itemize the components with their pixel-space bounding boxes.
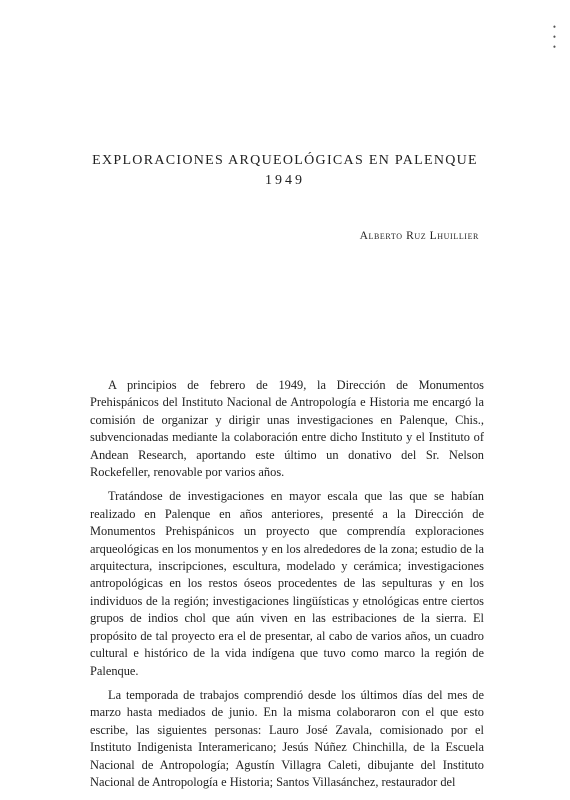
paragraph: Tratándose de investigaciones en mayor escala que las que se habían realizado en Palenque en años anteriores, presenté a la Dirección de Monumentos Prehispánicos un proyecto que comprendía exploraciones arqueológicas en los monumentos y en los alrededores de la zona; estudio de la arquitectura, inscripciones, escultura, modelado y cerámica; investigaciones antropológicas en los restos óseos procedentes de las sepulturas y en los individuos de la región; investigaciones lingüísticas y etnológicas entre ciertos grupos de indios chol que aún viven en las estribaciones de la sierra. El propósito de tal proyecto era el de presentar, al cabo de varios años, un cuadro cultural e histórico de la vida indígena que tuvo como marco la región de Palenque. xyxy=(90,489,484,678)
article-author: Alberto Ruz Lhuillier xyxy=(359,230,479,242)
article-title: EXPLORACIONES ARQUEOLÓGICAS EN PALENQUE xyxy=(92,153,478,168)
article-body xyxy=(90,377,484,798)
paragraph: La temporada de trabajos comprendió desde los últimos días del mes de marzo hasta mediados de junio. En la misma colaboraron con el que esto escribe, las siguientes personas: Lauro José Zavala, comisionado por el Instituto Indigenista Interamericano; Jesús Núñez Chinchilla, de la Escuela Nacional de Antropología; Agustín Villagra Caleti, dibujante del Instituto Nacional de Antropología e Historia; Santos Villasánchez, restaurador del xyxy=(90,687,484,789)
article-year: 1949 xyxy=(265,173,305,188)
corner-dots-mark: • • • xyxy=(552,22,558,52)
paragraph: A principios de febrero de 1949, la Dirección de Monumentos Prehispánicos del Instituto Nacional de Antropología e Historia me encargó la comisión de organizar y dirigir unas investigaciones en Palenque, Chis., subvencionadas mediante la colaboración entre dicho Instituto y el Instituto of Andean Research, aportando este último un donativo del Sr. Nelson Rockefeller, renovable por varios años. xyxy=(90,378,484,480)
